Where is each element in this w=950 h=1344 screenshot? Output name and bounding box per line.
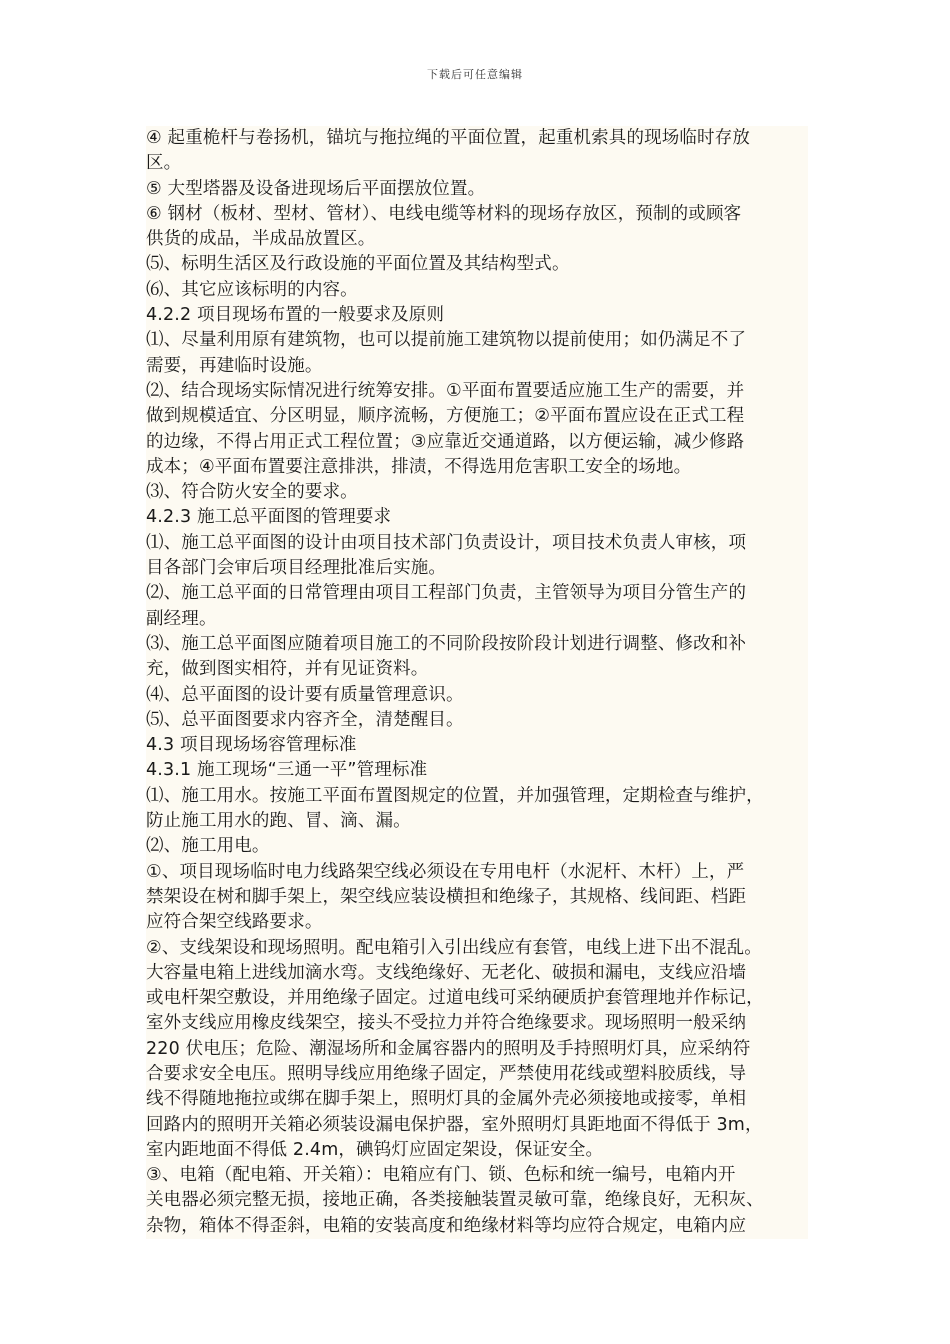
section-heading: 4.3.1 施工现场“三通一平”管理标准 bbox=[146, 760, 428, 781]
text-line: ⑶、符合防火安全的要求。 bbox=[146, 482, 358, 503]
text-line: 禁架设在树和脚手架上，架空线应装设横担和绝缘子，其规格、线间距、档距 bbox=[146, 886, 747, 907]
text-line: ①、项目现场临时电力线路架空线必须设在专用电杆（水泥杆、木杆）上，严 bbox=[146, 861, 745, 882]
text-line: 区。 bbox=[146, 153, 182, 174]
document-body bbox=[146, 126, 808, 1239]
text-line: 220 伏电压；危险、潮湿场所和金属容器内的照明及手持照明灯具，应采纳符 bbox=[146, 1038, 751, 1059]
text-line: ③、电箱（配电箱、开关箱）：电箱应有门、锁、色标和统一编号，电箱内开 bbox=[146, 1165, 736, 1186]
text-line: 线不得随地拖拉或绑在脚手架上，照明灯具的金属外壳必须接地或接零，单相 bbox=[146, 1089, 747, 1110]
text-line: 做到规模适宜、分区明显，顺序流畅，方便施工；②平面布置应设在正式工程 bbox=[146, 406, 745, 427]
text-line: ⑹、其它应该标明的内容。 bbox=[146, 279, 358, 300]
text-line: 合要求安全电压。照明导线应用绝缘子固定，严禁使用花线或塑料胶质线，导 bbox=[146, 1063, 747, 1084]
text-line: 的边缘，不得占用正式工程位置；③应靠近交通道路，以方便运输，减少修路 bbox=[146, 431, 745, 452]
text-line: ⑸、总平面图要求内容齐全，清楚醒目。 bbox=[146, 709, 464, 730]
text-line: 室外支线应用橡皮线架空，接头不受拉力并符合绝缘要求。现场照明一般采纳 bbox=[146, 1013, 747, 1034]
text-line: ⑶、施工总平面图应随着项目施工的不同阶段按阶段计划进行调整、修改和补 bbox=[146, 633, 747, 654]
text-line: ⑵、结合现场实际情况进行统筹安排。①平面布置要适应施工生产的需要，并 bbox=[146, 380, 745, 401]
text-line: 供货的成品，半成品放置区。 bbox=[146, 229, 376, 250]
text-line: 目各部门会审后项目经理批准后实施。 bbox=[146, 558, 447, 579]
section-heading: 4.2.2 项目现场布置的一般要求及原则 bbox=[146, 305, 445, 326]
text-line: ⑤ 大型塔器及设备进现场后平面摆放位置。 bbox=[146, 178, 486, 199]
text-line: 杂物，箱体不得歪斜，电箱的安装高度和绝缘材料等均应符合规定，电箱内应 bbox=[146, 1215, 747, 1236]
page-header: 下载后可任意编辑 bbox=[427, 68, 523, 81]
text-line: ⑵、施工总平面的日常管理由项目工程部门负责，主管领导为项目分管生产的 bbox=[146, 583, 747, 604]
text-line: 副经理。 bbox=[146, 608, 217, 629]
text-line: 或电杆架空敷设，并用绝缘子固定。过道电线可采纳硬质护套管理地并作标记， bbox=[146, 988, 764, 1009]
text-line: ⑵、施工用电。 bbox=[146, 836, 270, 857]
section-heading: 4.3 项目现场场容管理标准 bbox=[146, 735, 357, 756]
text-line: 回路内的照明开关箱必须装设漏电保护器，室外照明灯具距地面不得低于 3m， bbox=[146, 1114, 763, 1135]
text-line: 室内距地面不得低 2.4m，碘钨灯应固定架设，保证安全。 bbox=[146, 1139, 604, 1160]
text-line: ⑴、施工总平面图的设计由项目技术部门负责设计，项目技术负责人审核，项 bbox=[146, 532, 747, 553]
text-line: ⑥ 钢材（板材、型材、管材）、电线电缆等材料的现场存放区，预制的或顾客 bbox=[146, 203, 742, 224]
section-heading: 4.2.3 施工总平面图的管理要求 bbox=[146, 507, 392, 528]
text-line: ⑷、总平面图的设计要有质量管理意识。 bbox=[146, 684, 464, 705]
text-line: ⑸、标明生活区及行政设施的平面位置及其结构型式。 bbox=[146, 254, 570, 275]
text-line: ④ 起重桅杆与卷扬机，锚坑与拖拉绳的平面位置，起重机索具的现场临时存放 bbox=[146, 128, 750, 148]
text-line: 需要，再建临时设施。 bbox=[146, 355, 323, 376]
text-line: 大容量电箱上进线加滴水弯。支线绝缘好、无老化、破损和漏电，支线应沿墙 bbox=[146, 962, 747, 983]
text-line: 应符合架空线路要求。 bbox=[146, 912, 323, 933]
text-line: ②、支线架设和现场照明。配电箱引入引出线应有套管，电线上进下出不混乱。 bbox=[146, 937, 762, 958]
text-line: ⑴、施工用水。按施工平面布置图规定的位置，并加强管理，定期检查与维护， bbox=[146, 785, 764, 806]
text-line: 充，做到图实相符，并有见证资料。 bbox=[146, 659, 429, 680]
text-line: 成本；④平面布置要注意排洪，排渍，不得选用危害职工安全的场地。 bbox=[146, 456, 692, 477]
text-line: 防止施工用水的跑、冒、滴、漏。 bbox=[146, 811, 411, 832]
text-line: ⑴、尽量利用原有建筑物，也可以提前施工建筑物以提前使用；如仍满足不了 bbox=[146, 330, 747, 351]
text-line: 关电器必须完整无损，接地正确，各类接触装置灵敏可靠，绝缘良好，无积灰、 bbox=[146, 1190, 764, 1211]
